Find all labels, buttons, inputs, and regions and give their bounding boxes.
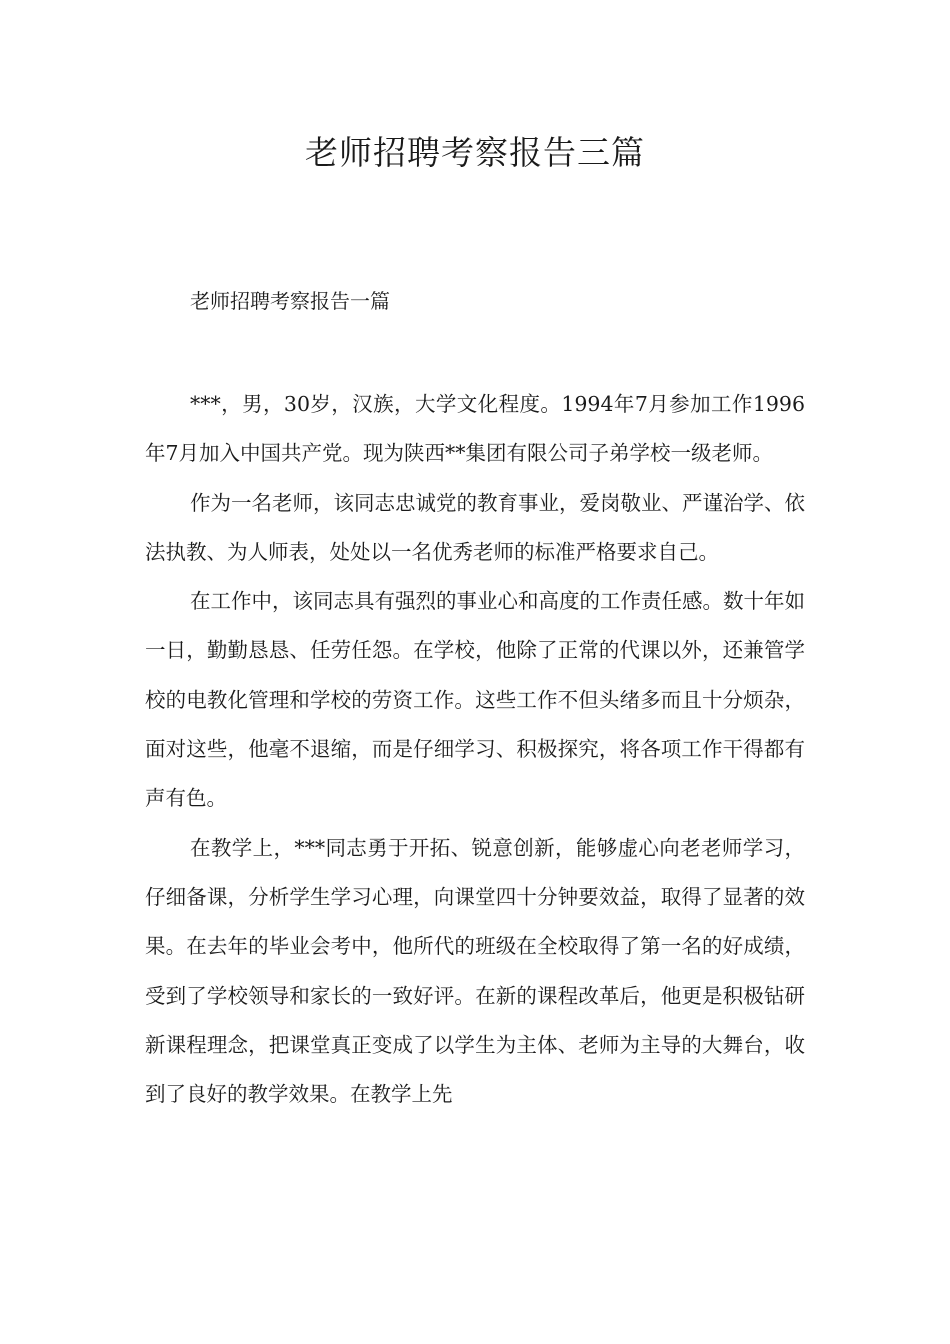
paragraph: 在教学上，***同志勇于开拓、锐意创新，能够虚心向老老师学习，仔细备课，分析学生学习心理，向课堂四十分钟要效益，取得了显著的效果。在去年的毕业会考中，他所代的班级在全校取得了第一名的好成绩，受到了学校领导和家长的一致好评。在新的课程改革后，他更是积极钻研新课程理念，把课堂真正变成了以学生为主体、老师为主导的大舞台，收到了良好的教学效果。在教学上先 [145,835,805,1107]
paragraph: 作为一名老师，该同志忠诚党的教育事业，爱岗敬业、严谨治学、依法执教、为人师表，处处以一名优秀老师的标准严格要求自己。 [145,490,805,564]
document-title: 老师招聘考察报告三篇 [305,133,645,172]
section-heading: 老师招聘考察报告一篇 [190,289,390,313]
paragraph: 在工作中，该同志具有强烈的事业心和高度的工作责任感。数十年如一日，勤勤恳恳、任劳任怨。在学校，他除了正常的代课以外，还兼管学校的电教化管理和学校的劳资工作。这些工作不但头绪多而且十分烦杂，面对这些，他毫不退缩，而是仔细学习、积极探究，将各项工作干得都有声有色。 [145,589,805,811]
document-body [145,380,805,1119]
paragraph: ***，男，30岁，汉族，大学文化程度。1994年7月参加工作1996年7月加入中国共产党。现为陕西**集团有限公司子弟学校一级老师。 [145,392,805,466]
